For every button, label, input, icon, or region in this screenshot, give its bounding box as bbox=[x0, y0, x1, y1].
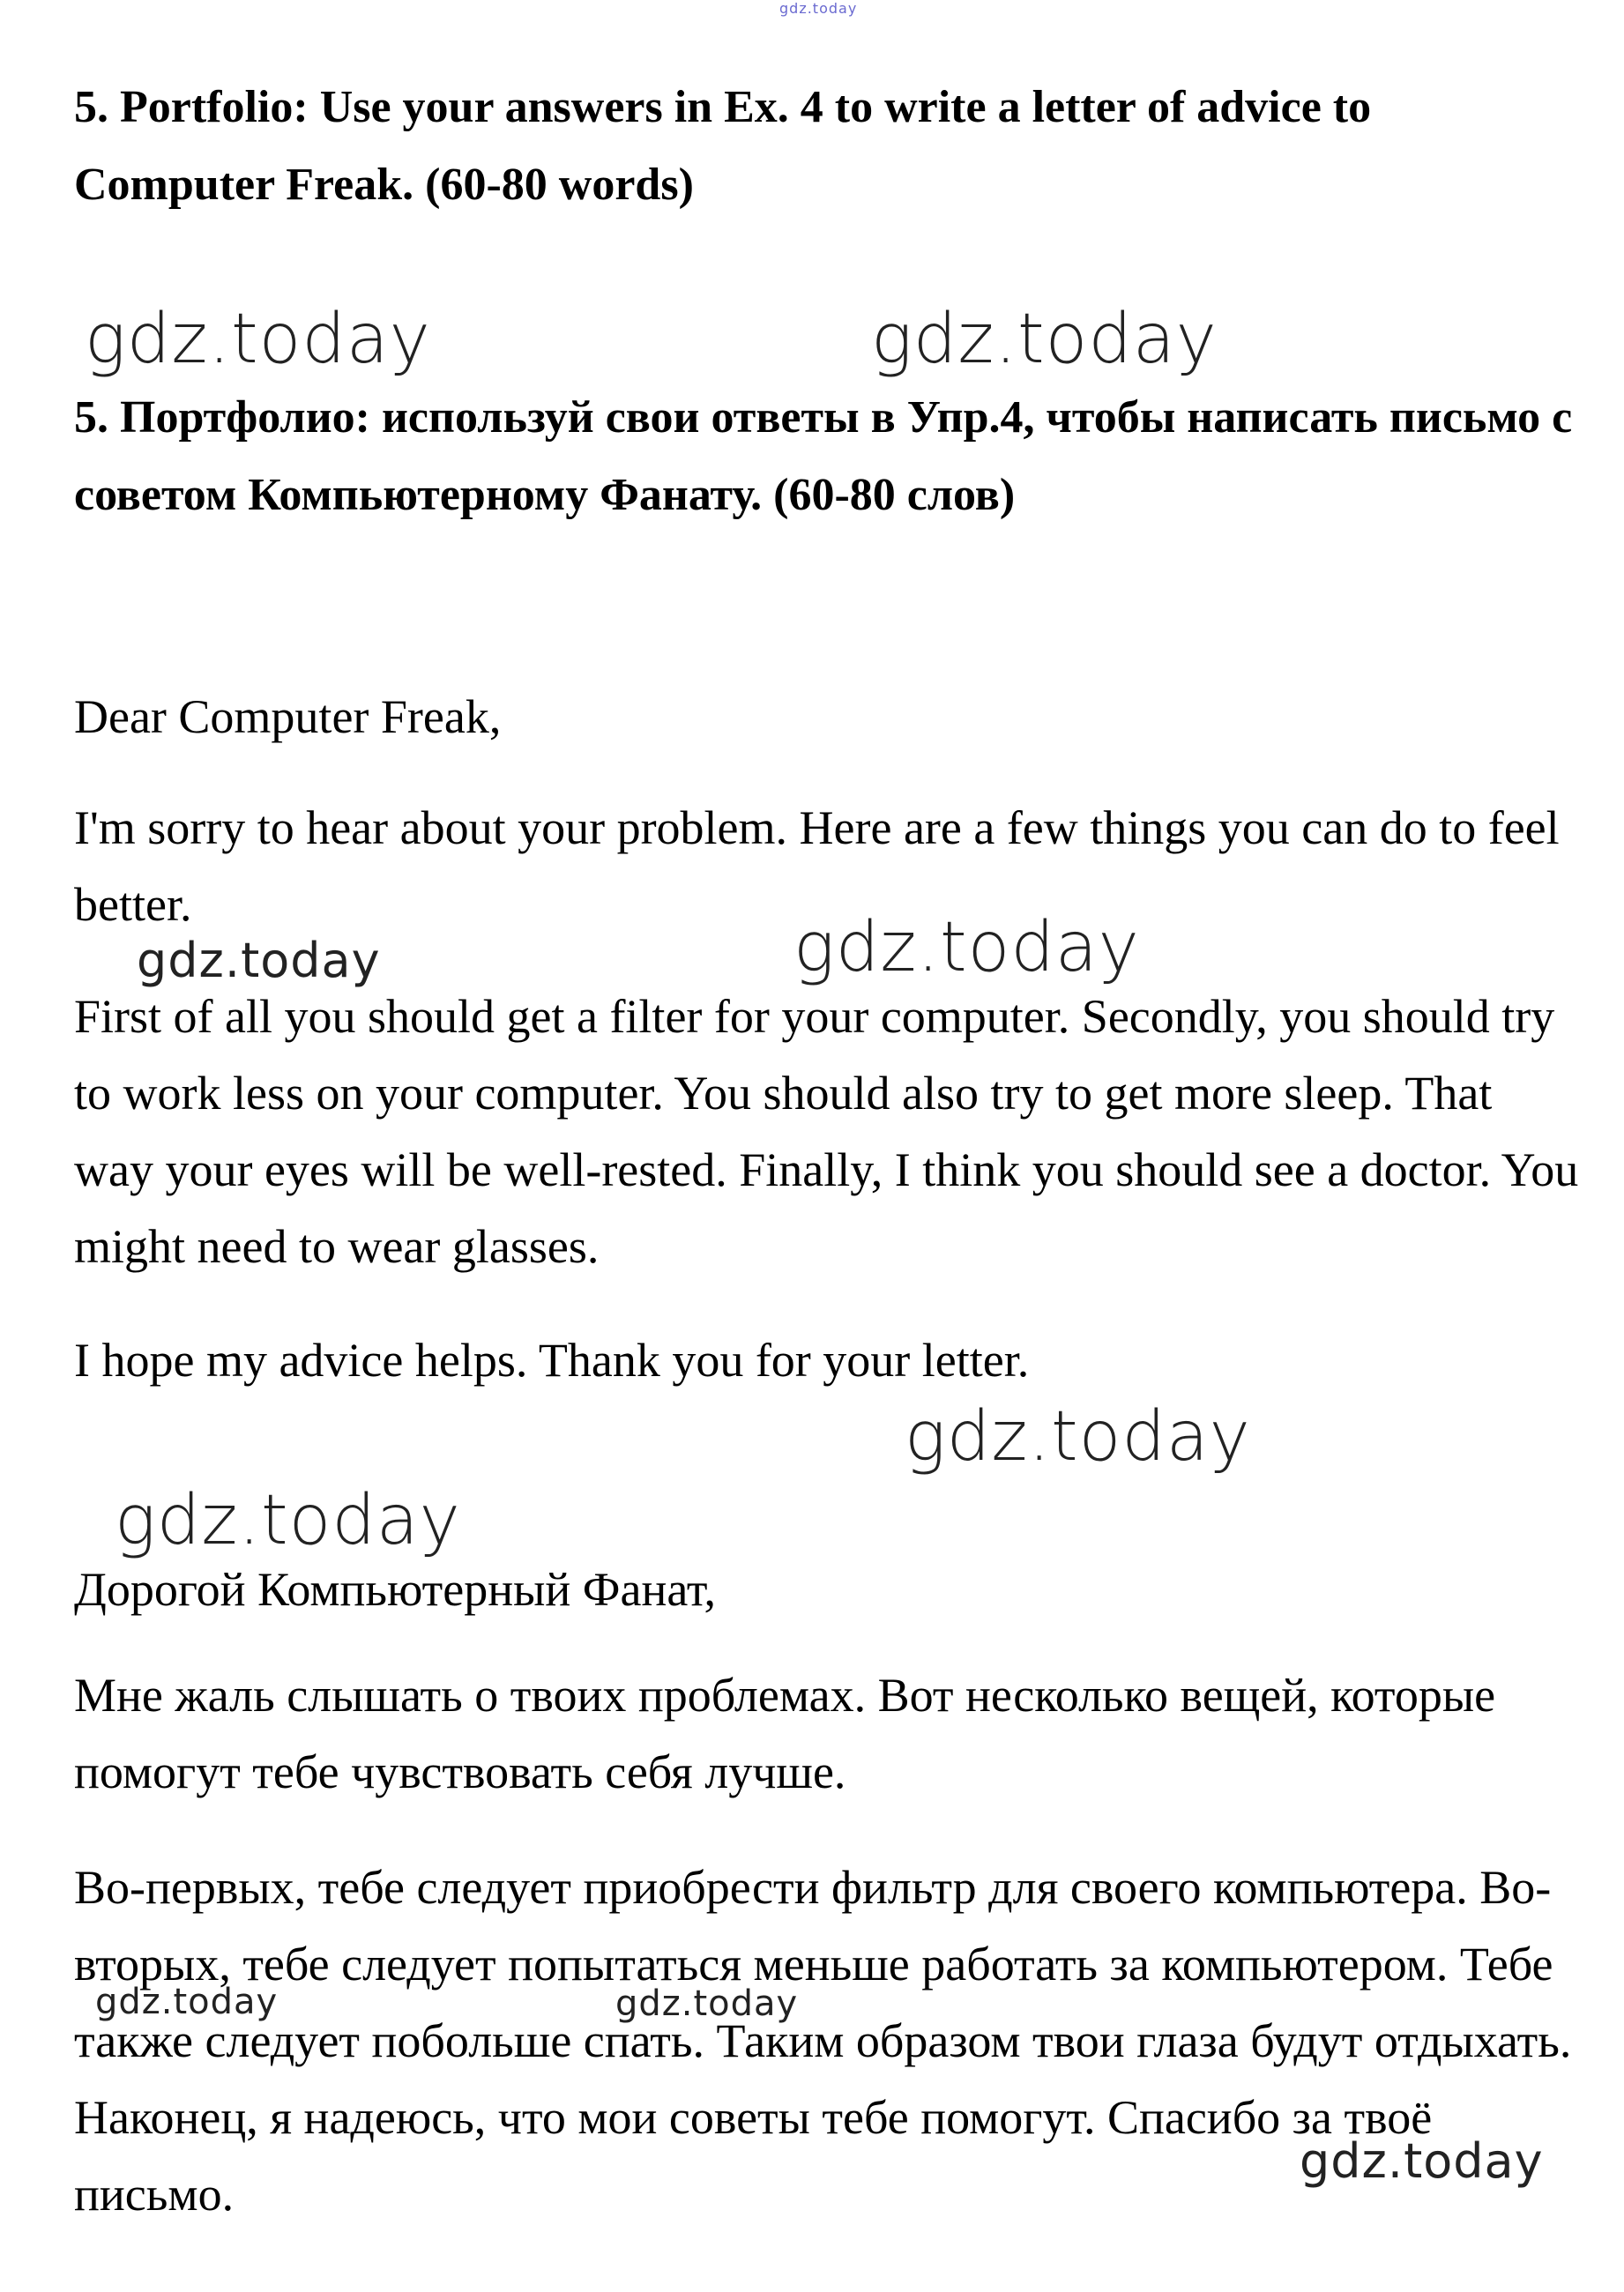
watermark: gdz.today bbox=[871, 300, 1218, 379]
watermark: gdz.today bbox=[793, 908, 1140, 987]
letter-en-greeting: Dear Computer Freak, bbox=[74, 690, 502, 743]
letter-ru-paragraph-2: Во-первых, тебе следует приобрести фильтр для своего компьютера. Во-вторых, тебе следует попытаться меньше работать за компьютером. Тебе также следует побольше спать. Таким образом твои глаза будут отдыхать. Наконец, я надеюсь, что мои советы тебе помогут. Спасибо за твоё письмо. bbox=[74, 1861, 1572, 2221]
watermark: gdz.today bbox=[615, 1983, 799, 2024]
watermark: gdz.today bbox=[85, 300, 431, 379]
task-heading-en: 5. Portfolio: Use your answers in Ex. 4 to write a letter of advice to Computer Freak. (60-80 words) bbox=[74, 82, 1372, 210]
task-heading-ru: 5. Портфолио: используй свои ответы в Упр.4, чтобы написать письмо с советом Компьютерному Фанату. (60-80 слов) bbox=[74, 392, 1573, 520]
letter-en-paragraph-2: First of all you should get a filter for your computer. Secondly, you should try to work less on your computer. You should also try to get more sleep. That way your eyes will be well-rested. Finally, I think you should see a doctor. You might need to wear glasses. bbox=[74, 990, 1579, 1273]
watermark: gdz.today bbox=[95, 1982, 279, 2022]
letter-ru-paragraph-1: Мне жаль слышать о твоих проблемах. Вот несколько вещей, которые помогут тебе чувствовать себя лучше. bbox=[74, 1669, 1496, 1798]
letter-en-paragraph-3: I hope my advice helps. Thank you for your letter. bbox=[74, 1334, 1030, 1387]
watermark: gdz.today bbox=[137, 933, 381, 988]
letter-ru-greeting: Дорогой Компьютерный Фанат, bbox=[74, 1563, 716, 1616]
letter-en-paragraph-1: I'm sorry to hear about your problem. Here are a few things you can do to feel better. bbox=[74, 801, 1560, 931]
watermark: gdz.today bbox=[905, 1397, 1251, 1477]
watermark: gdz.today bbox=[115, 1481, 461, 1560]
watermark: gdz.today bbox=[1300, 2133, 1544, 2189]
watermark-top: gdz.today bbox=[779, 0, 858, 17]
